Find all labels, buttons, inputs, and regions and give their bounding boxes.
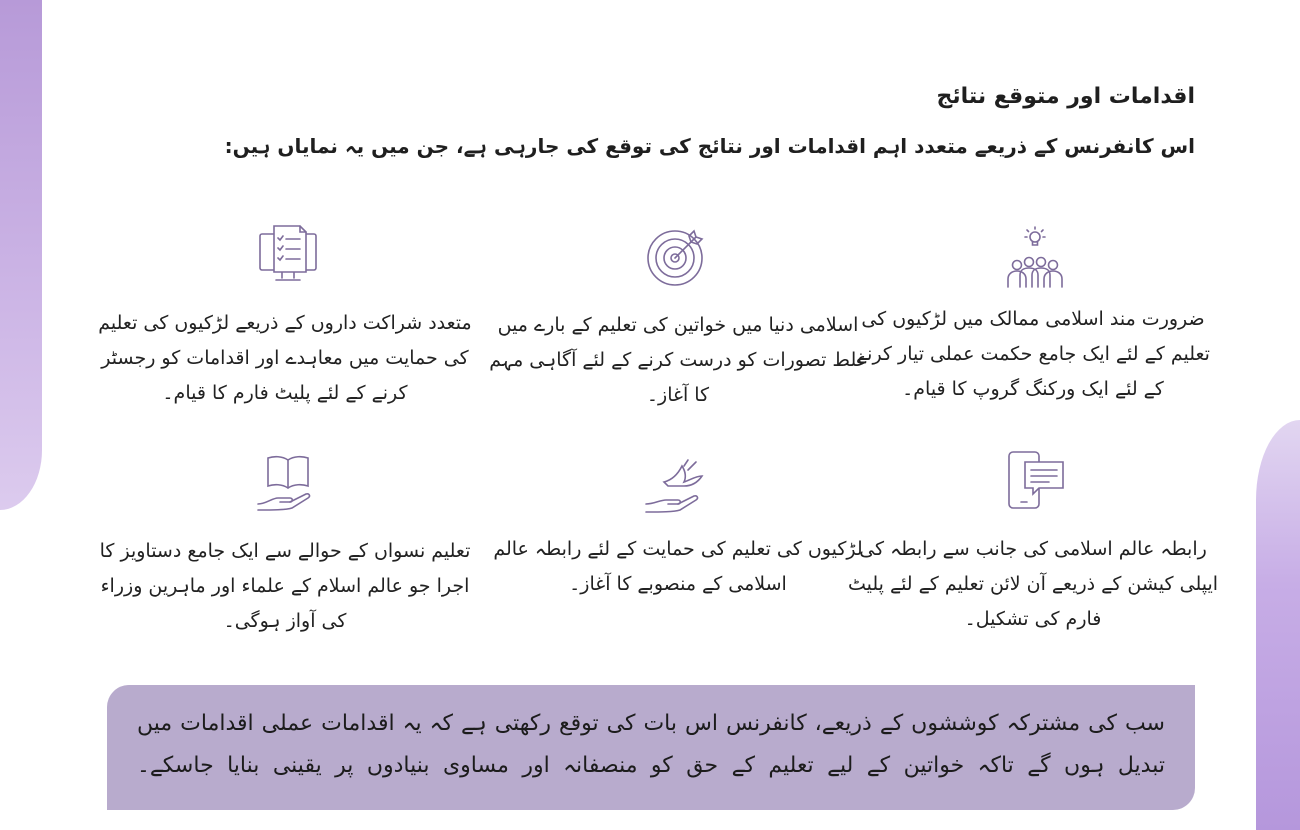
book-hand-icon — [256, 450, 320, 514]
summary-box — [107, 685, 1195, 810]
item-working-group: ضرورت مند اسلامی ممالک میں لڑکیوں کی تعلیم کے لئے ایک جامع حکمت عملی تیار کرنے کے لئے ایک ورکنگ گروپ کا قیام۔ — [856, 308, 1210, 400]
item-partners-platform: متعدد شراکت داروں کے ذریعے لڑکیوں کی تعلیم کی حمایت میں معاہدے اور اقدامات کو رجسٹر کرنے کے لئے پلیٹ فارم کا قیام۔ — [98, 312, 472, 404]
target-icon — [644, 225, 708, 289]
summary-text: سب کی مشترکہ کوششوں کے ذریعے، کانفرنس اس بات کی توقع رکھتی ہے کہ یہ اقدامات عملی اقدامات میں تبدیل ہوں گے تاکہ خواتین کے لیے تعلیم کے حق کو منصفانہ اور مساوی بنیادوں پر یقینی بنایا جاسکے۔ — [137, 711, 1165, 778]
item-mwl-project: لڑکیوں کی تعلیم کی حمایت کے لئے رابطہ عالم اسلامی کے منصوبے کا آغاز۔ — [493, 538, 863, 595]
item-awareness-campaign: اسلامی دنیا میں خواتین کی تعلیم کے بارے میں غلط تصورات کو درست کرنے کے لئے آگاہی مہم کا آغاز۔ — [489, 314, 867, 406]
phone-chat-icon — [1003, 448, 1067, 512]
intro-text: اس کانفرنس کے ذریعے متعدد اہم اقدامات اور نتائج کی توقع کی جارہی ہے، جن میں یہ نمایاں ہیں: — [224, 134, 1195, 158]
left-decorative-band — [0, 0, 42, 510]
dove-hand-icon — [644, 452, 708, 516]
item-online-platform: رابطہ عالم اسلامی کی جانب سے رابطہ کی ایپلی کیشن کے ذریعے آن لائن تعلیم کے لئے پلیٹ فارم کی تشکیل۔ — [847, 538, 1219, 630]
people-lightbulb-icon — [1003, 225, 1067, 289]
page-title: اقدامات اور متوقع نتائج — [936, 84, 1195, 109]
right-decorative-band — [1256, 420, 1300, 830]
item-comprehensive-document: تعلیم نسواں کے حوالے سے ایک جامع دستاویز کا اجرا جو عالم اسلام کے علماء اور ماہرین وزراء کی آواز ہوگی۔ — [99, 540, 471, 632]
checklist-monitor-icon — [256, 222, 320, 286]
